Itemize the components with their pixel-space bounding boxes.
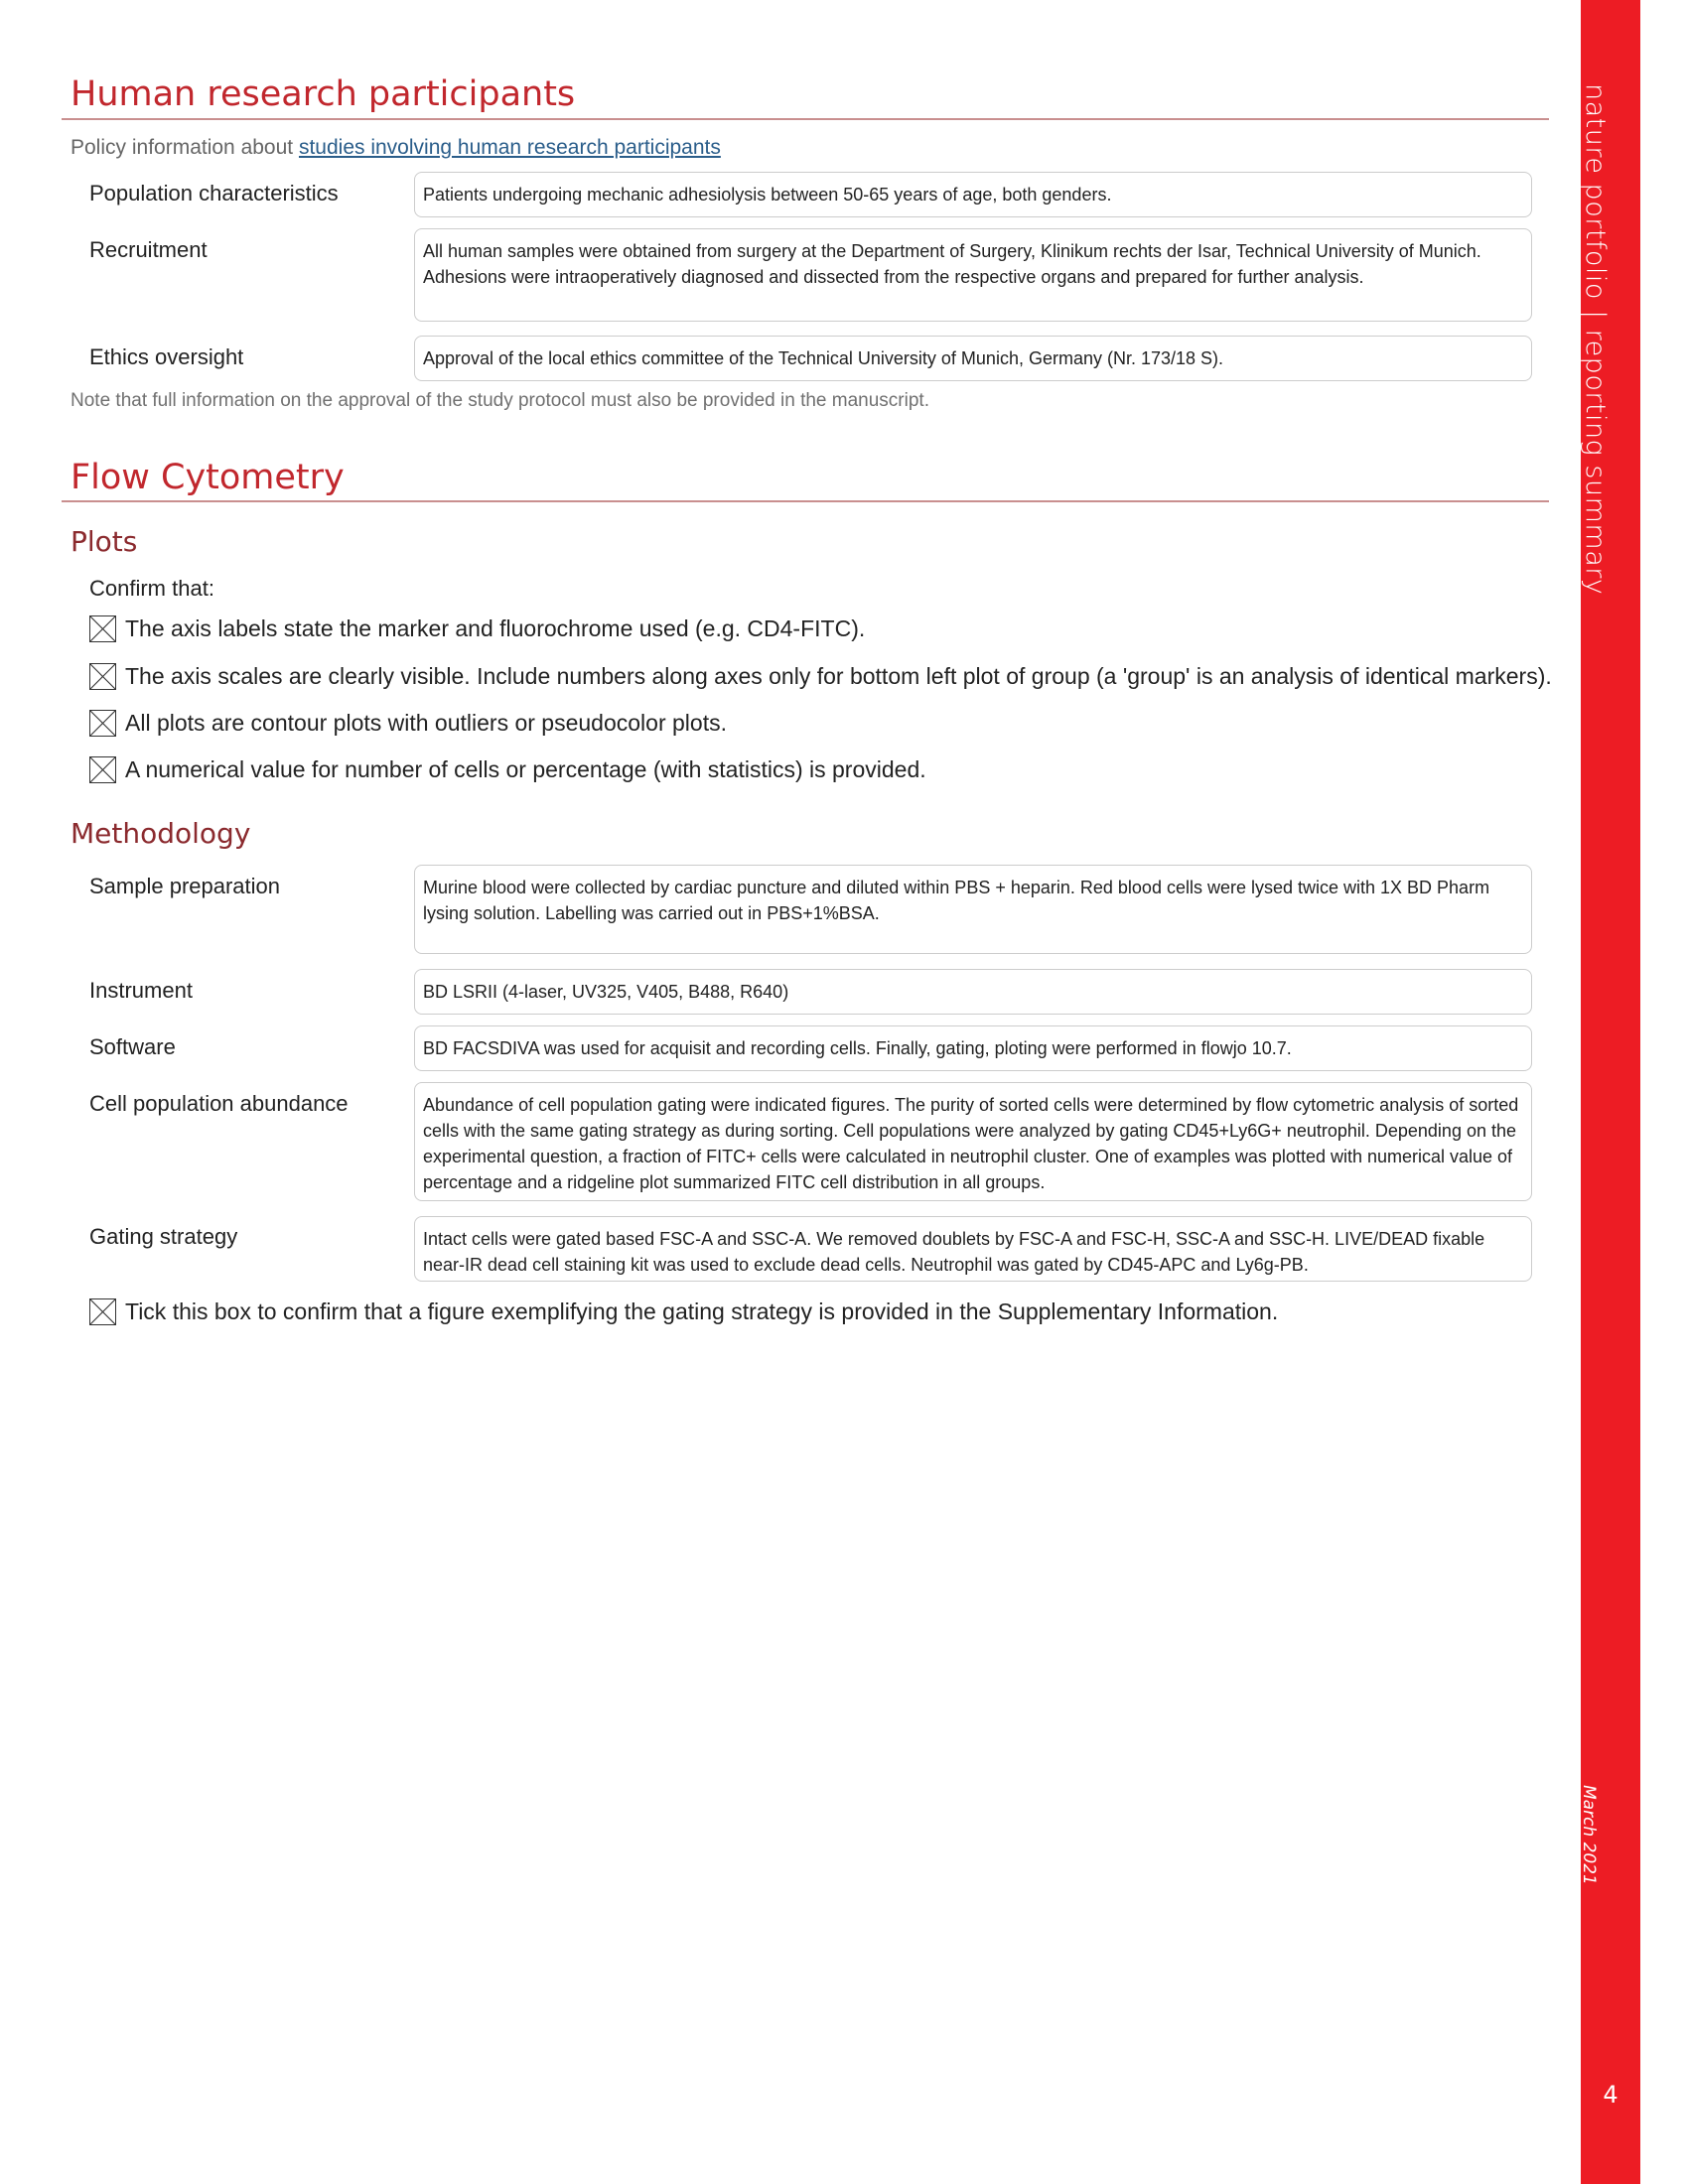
plot-check-contour-plots — [89, 710, 727, 737]
gating-figure-check — [89, 1298, 1278, 1325]
field-label-gating-strategy: Gating strategy — [89, 1224, 238, 1249]
policy-prefix: Policy information about — [70, 136, 299, 159]
field-population-characteristics[interactable]: Patients undergoing mechanic adhesiolysis between 50-65 years of age, both genders. — [414, 172, 1532, 217]
plot-check-axis-scales — [89, 663, 1552, 690]
checked-box-icon[interactable] — [89, 756, 116, 783]
checked-box-icon[interactable] — [89, 1298, 116, 1325]
checked-box-icon[interactable] — [89, 615, 116, 642]
section-title-flow-cytometry: Flow Cytometry — [70, 458, 345, 497]
confirm-label: Confirm that: — [89, 576, 214, 601]
plot-check-numerical-value — [89, 756, 926, 783]
field-cell-population-abundance[interactable]: Abundance of cell population gating were indicated figures. The purity of sorted cells were determined by flow cytometric analysis of sorted cells with the same gating strategy as during sorting. Cell populations were analyzed by gating CD45+Ly6G+ neutrophil. Depending on the experimental question, a fraction of FITC+ cells were calculated in neutrophil cluster. One of examples was plotted with numerical value of percentage and a ridgeline plot summarized FITC cell distribution in all groups. — [414, 1082, 1532, 1201]
sidebar-brand — [1580, 83, 1611, 595]
protocol-note: Note that full information on the approval of the study protocol must also be provided in the manuscript. — [70, 390, 929, 411]
check-text: The axis labels state the marker and fluorochrome used (e.g. CD4-FITC). — [125, 615, 866, 641]
policy-information — [70, 136, 721, 160]
field-label-population: Population characteristics — [89, 181, 339, 205]
field-label-ethics: Ethics oversight — [89, 344, 244, 369]
check-text: A numerical value for number of cells or percentage (with statistics) is provided. — [125, 756, 926, 782]
subsection-title-methodology: Methodology — [70, 817, 251, 850]
subsection-title-plots: Plots — [70, 525, 138, 558]
sidebar-date: March 2021 — [1579, 1785, 1599, 1885]
check-text: All plots are contour plots with outliers or pseudocolor plots. — [125, 710, 727, 736]
field-software[interactable]: BD FACSDIVA was used for acquisit and recording cells. Finally, gating, ploting were performed in flowjo 10.7. — [414, 1025, 1532, 1071]
checked-box-icon[interactable] — [89, 710, 116, 737]
field-gating-strategy[interactable]: Intact cells were gated based FSC-A and SSC-A. We removed doublets by FSC-A and FSC-H, SSC-A and SSC-H. LIVE/DEAD fixable near-IR dead cell staining kit was used to exclude dead cells. Neutrophil was gated by CD45-APC and Ly6g-PB. — [414, 1216, 1532, 1282]
brand-reporting-summary: reporting summary — [1580, 329, 1611, 596]
policy-link-human-research[interactable]: studies involving human research participants — [298, 136, 721, 159]
field-label-instrument: Instrument — [89, 978, 193, 1003]
plot-check-axis-labels — [89, 615, 865, 642]
checked-box-icon[interactable] — [89, 663, 116, 690]
field-recruitment[interactable]: All human samples were obtained from surgery at the Department of Surgery, Klinikum rechts der Isar, Technical University of Munich. Adhesions were intraoperatively diagnosed and dissected from the respective organs and prepared for further analysis. — [414, 228, 1532, 322]
field-label-cell-population: Cell population abundance — [89, 1091, 349, 1116]
field-instrument[interactable]: BD LSRII (4-laser, UV325, V405, B488, R640) — [414, 969, 1532, 1015]
field-label-recruitment: Recruitment — [89, 237, 208, 262]
check-text: The axis scales are clearly visible. Include numbers along axes only for bottom left plot of group (a 'group' is an analysis of identical markers). — [125, 663, 1552, 689]
section-rule — [62, 500, 1549, 502]
section-title-human-research: Human research participants — [70, 74, 576, 114]
page-number: 4 — [1603, 2081, 1618, 2109]
field-label-sample-preparation: Sample preparation — [89, 874, 281, 898]
check-text: Tick this box to confirm that a figure exemplifying the gating strategy is provided in the Supplementary Information. — [125, 1298, 1279, 1324]
field-sample-preparation[interactable]: Murine blood were collected by cardiac puncture and diluted within PBS + heparin. Red blood cells were lysed twice with 1X BD Pharm lysing solution. Labelling was carried out in PBS+1%BSA. — [414, 865, 1532, 954]
brand-nature-portfolio: nature portfolio — [1580, 83, 1611, 300]
section-rule — [62, 118, 1549, 120]
field-ethics-oversight[interactable]: Approval of the local ethics committee of the Technical University of Munich, Germany (Nr. 173/18 S). — [414, 336, 1532, 381]
brand-separator: | — [1580, 309, 1611, 320]
field-label-software: Software — [89, 1034, 176, 1059]
